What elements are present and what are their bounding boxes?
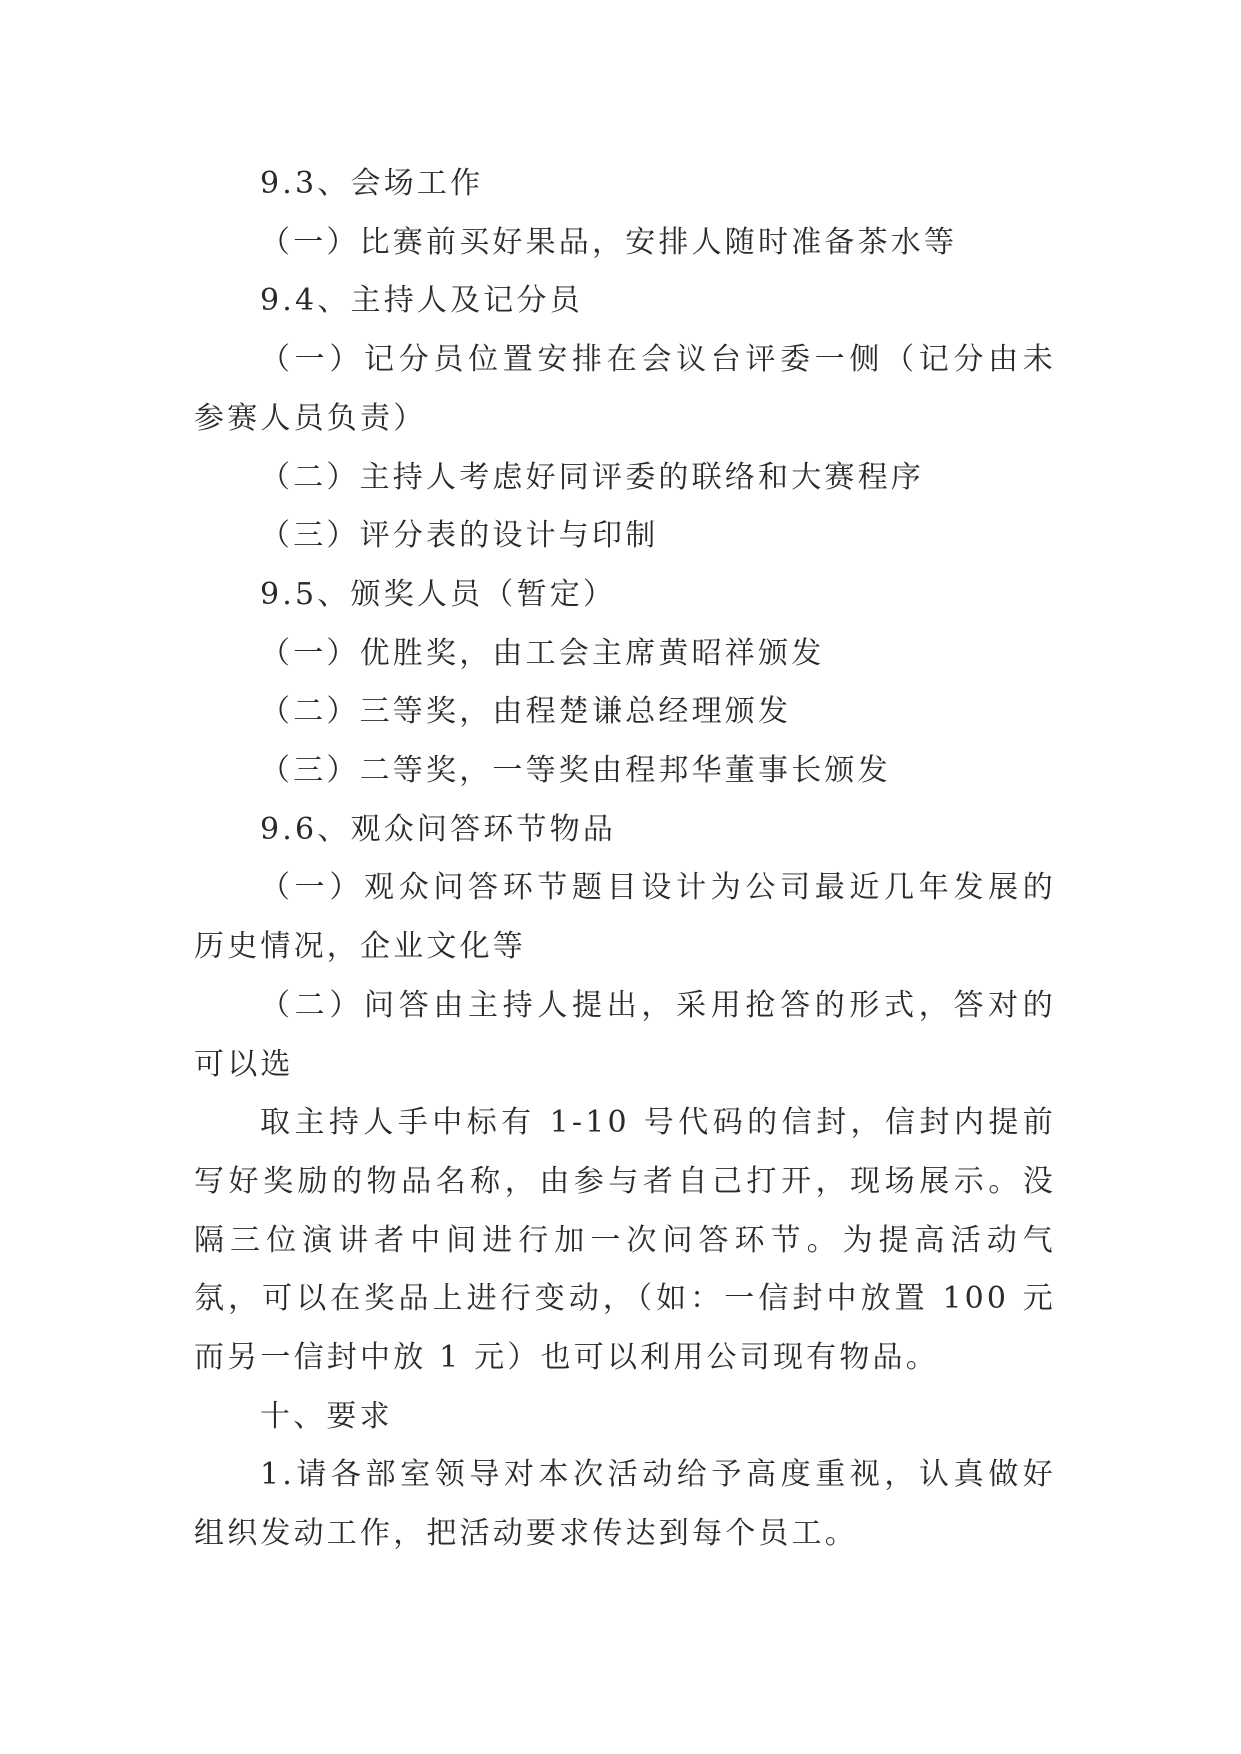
list-item: （二）三等奖，由程楚谦总经理颁发 [260, 694, 792, 730]
list-item: （二）问答由主持人提出，采用抢答的形式，答对的可以选 [194, 987, 1056, 1082]
list-item: （二）主持人考虑好同评委的联络和大赛程序 [260, 459, 924, 495]
section-heading-9-3: 9.3、会场工作 [260, 166, 484, 201]
list-item: （一）优胜奖，由工会主席黄昭祥颁发 [260, 635, 825, 671]
section-heading-requirements: 十、要求 [260, 1398, 393, 1434]
section-heading-9-6: 9.6、观众问答环节物品 [260, 811, 617, 847]
body-paragraph: 取主持人手中标有 1-10 号代码的信封，信封内提前写好奖励的物品名称，由参与者自己打开，现场展示。没隔三位演讲者中间进行加一次问答环节。为提高活动气氛，可以在奖品上进行变动，（如：一信封中放置 100 元而另一信封中放 1 元）也可以利用公司现有物品。 [194, 1105, 1056, 1376]
list-item: （一）观众问答环节题目设计为公司最近几年发展的历史情况，企业文化等 [194, 870, 1056, 965]
list-item: （三）评分表的设计与印制 [260, 518, 659, 554]
body-paragraph: 1.请各部室领导对本次活动给予高度重视，认真做好组织发动工作，把活动要求传达到每个员工。 [194, 1457, 1056, 1552]
section-heading-9-4: 9.4、主持人及记分员 [260, 283, 583, 319]
document-body [194, 155, 1056, 1564]
section-heading-9-5: 9.5、颁奖人员（暂定） [260, 576, 617, 612]
list-item: （一）比赛前买好果品，安排人随时准备茶水等 [260, 224, 958, 260]
list-item: （三）二等奖，一等奖由程邦华董事长颁发 [260, 753, 891, 789]
list-item: （一）记分员位置安排在会议台评委一侧（记分由未参赛人员负责） [194, 342, 1056, 436]
